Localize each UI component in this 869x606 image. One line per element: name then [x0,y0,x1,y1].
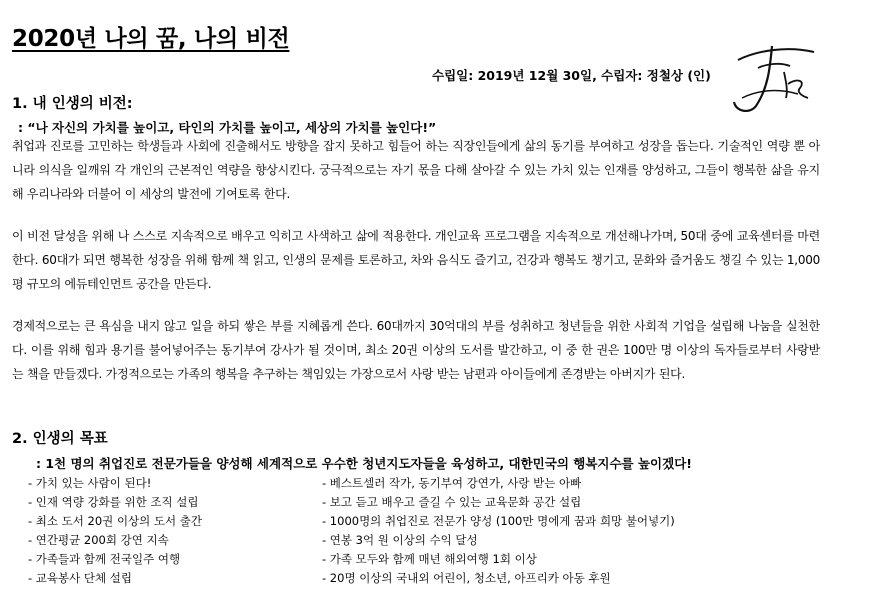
goal-item: - 베스트셀러 작가, 동기부여 강연가, 사랑 받는 아빠 [322,476,582,490]
vision-paragraph-2: 이 비전 달성을 위해 나 스스로 지속적으로 배우고 익히고 사색하고 삶에 적용한다. 개인교육 프로그램을 지속적으로 개선해나가며, 50대 중에 교육센터를 마련한다. 60대가 되면 행복한 성장을 위해 함께 책 읽고, 인생의 문제를 토론하고, 차와 음식도 즐기고, 건강과 행복도 챙기고, 문화와 즐거움도 챙길 수 있는 1,000평 규모의 에듀테인먼트 공간을 만든다. [12,229,820,291]
document-meta: 수립일: 2019년 12월 30일, 수립자: 정철상 (인) [432,68,711,83]
section1-heading: 1. 내 인생의 비전: [12,96,133,112]
signature-icon [728,38,818,116]
vision-paragraph-1: 취업과 진로를 고민하는 학생들과 사회에 진출해서도 방향을 잡지 못하고 힘들어 하는 직장인들에게 삶의 동기를 부여하고 성장을 돕는다. 기술적인 역량 뿐 아니라 의식을 일깨워 각 개인의 근본적인 역량을 향상시킨다. 궁극적으로는 자기 몫을 다해 살아갈 수 있는 가치 있는 인재를 양성하고, 그들이 행복한 삶을 유지해 우리나라와 더불어 이 세상의 발전에 기여토록 한다. [12,139,820,201]
goal-item: - 20명 이상의 국내외 어린이, 청소년, 아프리카 아동 후원 [322,570,611,585]
goal-item: - 교육봉사 단체 설립 [28,570,132,585]
goals-right-list [322,474,675,587]
goal-item: - 가족 모두와 함께 매년 해외여행 1회 이상 [322,551,537,566]
goal-item: - 1000명의 취업진로 전문가 양성 (100만 명에게 꿈과 희망 불어넣기) [322,513,675,528]
goals-left-list [28,474,202,587]
page-title: 2020년 나의 꿈, 나의 비전 [12,26,290,52]
goal-item: - 인재 역량 강화를 위한 조직 설립 [28,494,199,509]
goal-item: - 최소 도서 20권 이상의 도서 출간 [28,513,203,528]
goal-item: - 보고 듣고 배우고 즐길 수 있는 교육문화 공간 설립 [322,494,582,509]
goal-item: - 가족들과 함께 전국일주 여행 [28,551,181,566]
goal-item: - 연간평균 200회 강연 지속 [28,532,169,547]
section2-motto: : 1천 명의 취업진로 전문가들을 양성해 세계적으로 우수한 청년지도자들을 육성하고, 대한민국의 행복지수를 높이겠다! [36,456,692,471]
goal-item: - 가치 있는 사람이 된다! [28,476,152,490]
section1-motto: : “나 자신의 가치를 높이고, 타인의 가치를 높이고, 세상의 가치를 높인다!” [18,120,437,135]
goal-item: - 연봉 3억 원 이상의 수익 달성 [322,532,478,547]
section2-heading: 2. 인생의 목표 [12,431,108,447]
vision-paragraph-3: 경제적으로는 큰 욕심을 내지 않고 일을 하되 쌓은 부를 지혜롭게 쓴다. 60대까지 30억대의 부를 성취하고 청년들을 위한 사회적 기업을 설립해 나눔을 실천한다. 이를 위해 힘과 용기를 불어넣어주는 동기부여 강사가 될 것이며, 최소 20권 이상의 도서를 발간하고, 이 중 한 권은 100만 명 이상의 독자들로부터 사랑받는 책을 만들겠다. 가정적으로는 가족의 행복을 추구하는 책임있는 가장으로서 사랑 받는 남편과 아이들에게 존경받는 아버지가 된다. [12,319,820,381]
